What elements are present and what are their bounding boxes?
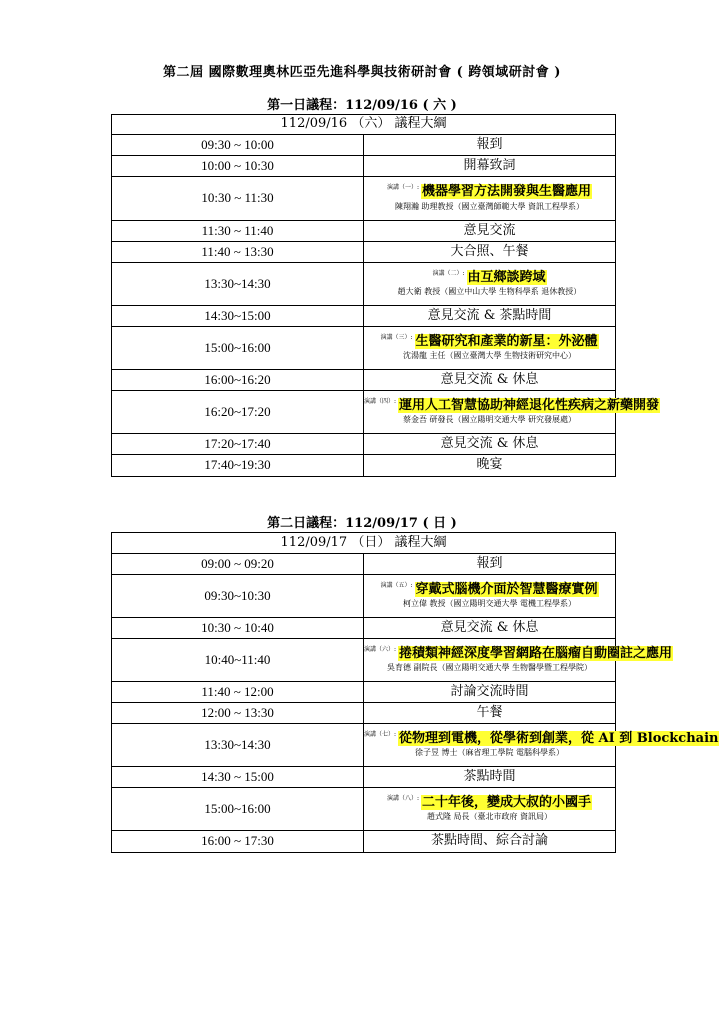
time-cell: 13:30~14:30	[112, 724, 364, 767]
talk-number: 演講（三）:	[380, 333, 413, 341]
speaker: 沈湯龍 主任（國立臺灣大學 生物技術研究中心）	[402, 351, 577, 361]
talk-title: 從物理到電機，從學術到創業，從 AI 到 Blockchain	[399, 730, 719, 746]
talk-title: 捲積類神經深度學習網路在腦瘤自動圈註之應用	[399, 645, 673, 661]
table-row	[112, 455, 616, 477]
table-row	[112, 618, 616, 639]
talk-number: 演講（一）:	[386, 184, 419, 192]
time-cell: 10:40~11:40	[112, 639, 364, 682]
table-row	[112, 554, 616, 575]
table-row	[112, 221, 616, 242]
table-row	[112, 724, 616, 767]
talk-cell	[364, 788, 616, 831]
table-row	[112, 575, 616, 618]
time-cell: 11:30 ~ 11:40	[112, 221, 364, 242]
talk-number: 演講（五）:	[380, 581, 413, 589]
talk-cell	[364, 391, 660, 434]
table-row	[112, 788, 616, 831]
time-cell: 11:40 ~ 13:30	[112, 242, 364, 263]
talk-number: 演講（八）:	[386, 794, 419, 802]
talk-cell	[364, 575, 616, 618]
talk-cell	[364, 177, 616, 221]
table-row	[112, 263, 616, 306]
time-cell: 17:20~17:40	[112, 434, 364, 455]
talk-cell	[364, 263, 616, 306]
time-cell: 10:30 ~ 10:40	[112, 618, 364, 639]
speaker: 趙大衛 教授（國立中山大學 生物科學系 退休教授）	[397, 287, 582, 297]
document-title: 第二屆 國際數理奧林匹亞先進科學與技術研討會 ( 跨領域研討會 )	[163, 65, 561, 80]
time-cell: 13:30~14:30	[112, 263, 364, 306]
table-row	[112, 177, 616, 221]
time-cell: 15:00~16:00	[112, 327, 364, 370]
talk-cell	[364, 639, 673, 682]
day1-agenda-table	[111, 114, 660, 477]
item-cell: 討論交流時間	[364, 682, 616, 703]
time-cell: 11:40 ~ 12:00	[112, 682, 364, 703]
item-cell: 報到	[364, 554, 616, 575]
table-row	[112, 767, 616, 788]
table-header: 112/09/16 （六） 議程大綱	[112, 115, 616, 135]
talk-title: 穿戴式腦機介面於智慧醫療實例	[415, 581, 598, 597]
item-cell: 意見交流 & 休息	[364, 370, 616, 391]
speaker: 趙式隆 局長（臺北市政府 資訊局）	[426, 812, 553, 822]
talk-title: 機器學習方法開發與生醫應用	[422, 184, 592, 200]
table-row	[112, 703, 616, 724]
item-cell: 大合照、午餐	[364, 242, 616, 263]
item-cell: 意見交流 & 休息	[364, 618, 616, 639]
table-row	[112, 370, 616, 391]
talk-number: 演講（六）:	[364, 645, 397, 653]
speaker: 徐子昱 博士（麻省理工學院 電腦科學系）	[414, 748, 565, 758]
item-cell: 開幕致詞	[364, 156, 616, 177]
table-row	[112, 327, 616, 370]
talk-title: 二十年後，變成大叔的小國手	[422, 794, 592, 810]
day2-heading: 第二日議程：112/09/17 ( 日 )	[267, 516, 457, 531]
talk-title: 由互鄉談跨域	[467, 269, 546, 285]
table-row	[112, 639, 616, 682]
table-row	[112, 156, 616, 177]
time-cell: 16:00~16:20	[112, 370, 364, 391]
table-row	[112, 434, 616, 455]
day2-agenda-table	[111, 532, 719, 853]
talk-number: 演講（二）:	[432, 269, 465, 277]
item-cell: 意見交流 & 休息	[364, 434, 616, 455]
table-row	[112, 306, 616, 327]
speaker: 柯立偉 教授（國立陽明交通大學 電機工程學系）	[402, 599, 577, 609]
item-cell: 意見交流	[364, 221, 616, 242]
time-cell: 14:30 ~ 15:00	[112, 767, 364, 788]
talk-cell	[364, 724, 719, 767]
talk-cell	[364, 327, 616, 370]
talk-title: 運用人工智慧協助神經退化性疾病之新藥開發	[399, 397, 660, 413]
time-cell: 16:00 ~ 17:30	[112, 831, 364, 853]
time-cell: 10:00 ~ 10:30	[112, 156, 364, 177]
time-cell: 10:30 ~ 11:30	[112, 177, 364, 221]
table-header: 112/09/17 （日） 議程大綱	[112, 533, 616, 554]
time-cell: 15:00~16:00	[112, 788, 364, 831]
time-cell: 12:00 ~ 13:30	[112, 703, 364, 724]
item-cell: 報到	[364, 135, 616, 156]
table-row	[112, 242, 616, 263]
talk-title: 生醫研究和產業的新星：外泌體	[415, 333, 598, 349]
table-row	[112, 391, 616, 434]
time-cell: 09:30 ~ 10:00	[112, 135, 364, 156]
speaker: 蔡金吾 研發長（國立陽明交通大學 研究發展處）	[402, 415, 577, 425]
speaker: 吳育德 副院長（國立陽明交通大學 生物醫學暨工程學院）	[386, 663, 593, 673]
item-cell: 晚宴	[364, 455, 616, 477]
time-cell: 17:40~19:30	[112, 455, 364, 477]
table-row	[112, 135, 616, 156]
table-row	[112, 831, 616, 853]
item-cell: 茶點時間、綜合討論	[364, 831, 616, 853]
speaker: 陳翔瀚 助理教授（國立臺灣師範大學 資訊工程學系）	[394, 201, 585, 211]
talk-number: 演講（四）:	[364, 397, 397, 405]
item-cell: 午餐	[364, 703, 616, 724]
talk-number: 演講（七）:	[364, 730, 397, 738]
time-cell: 16:20~17:20	[112, 391, 364, 434]
time-cell: 14:30~15:00	[112, 306, 364, 327]
time-cell: 09:30~10:30	[112, 575, 364, 618]
item-cell: 意見交流 & 茶點時間	[364, 306, 616, 327]
table-row	[112, 682, 616, 703]
time-cell: 09:00 ~ 09:20	[112, 554, 364, 575]
day1-heading: 第一日議程：112/09/16 ( 六 )	[267, 98, 457, 113]
item-cell: 茶點時間	[364, 767, 616, 788]
